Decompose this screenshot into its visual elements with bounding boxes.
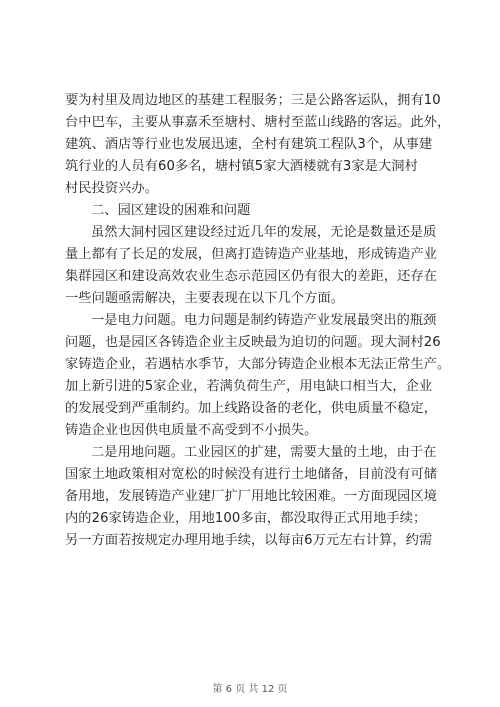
text-line: 铸造企业也因供电质量不高受到不小损失。: [65, 423, 318, 438]
text-line: 另一方面若按规定办理用地手续，以每亩6万元左右计算，约需: [65, 533, 433, 548]
text-line: 要为村里及周边地区的基建工程服务；三是公路客运队，拥有10: [65, 93, 441, 108]
paragraph-overview: [65, 222, 437, 310]
text-line: 一是电力问题。电力问题是制约铸造产业发展最突出的瓶颈: [91, 313, 437, 328]
text-line: 加上新引进的5家企业，若满负荷生产，用电缺口相当大，企业: [65, 379, 433, 394]
document-body: [65, 90, 451, 552]
text-line: 集群园区和建设高效农业生态示范园区仍有很大的差距，还存在: [65, 269, 438, 284]
text-line: 筑行业的人员有60多名，塘村镇5家大酒楼就有3家是大洞村: [65, 159, 418, 174]
text-line: 的发展受到严重制约。加上线路设备的老化，供电质量不稳定，: [65, 401, 438, 416]
paragraph-continuation: [65, 90, 451, 200]
text-line: 建筑、酒店等行业也发展迅速，全村有建筑工程队3个，从事建: [65, 137, 433, 152]
paragraph-land-issue: [65, 442, 437, 552]
text-line: 问题，也是园区各铸造企业主反映最为迫切的问题。现大洞村26: [65, 335, 441, 350]
paragraph-power-issue: [65, 310, 451, 442]
heading-text: 二、园区建设的困难和问题: [91, 203, 251, 218]
text-line: 量上都有了长足的发展，但离打造铸造产业基地，形成铸造产业: [65, 247, 438, 262]
page-number-footer: 第 6 页 共 12 页: [212, 684, 288, 695]
text-line: 一些问题亟需解决，主要表现在以下几个方面。: [65, 291, 345, 306]
section-heading: [65, 200, 437, 222]
text-line: 家铸造企业，若遇枯水季节，大部分铸造企业根本无法正常生产。: [65, 357, 451, 372]
text-line: 二是用地问题。工业园区的扩建，需要大量的土地，由于在: [91, 445, 437, 460]
text-line: 村民投资兴办。: [65, 181, 159, 196]
text-line: 虽然大洞村园区建设经过近几年的发展，无论是数量还是质: [91, 225, 437, 240]
text-line: 国家土地政策相对宽松的时候没有进行土地储备，目前没有可储: [65, 467, 438, 482]
text-line: 台中巴车，主要从事嘉禾至塘村、塘村至蓝山线路的客运。此外，: [65, 115, 451, 130]
text-line: 内的26家铸造企业，用地100多亩，都没取得正式用地手续；: [65, 511, 427, 526]
text-line: 备用地，发展铸造产业建厂扩厂用地比较困难。一方面现园区境: [65, 489, 438, 504]
